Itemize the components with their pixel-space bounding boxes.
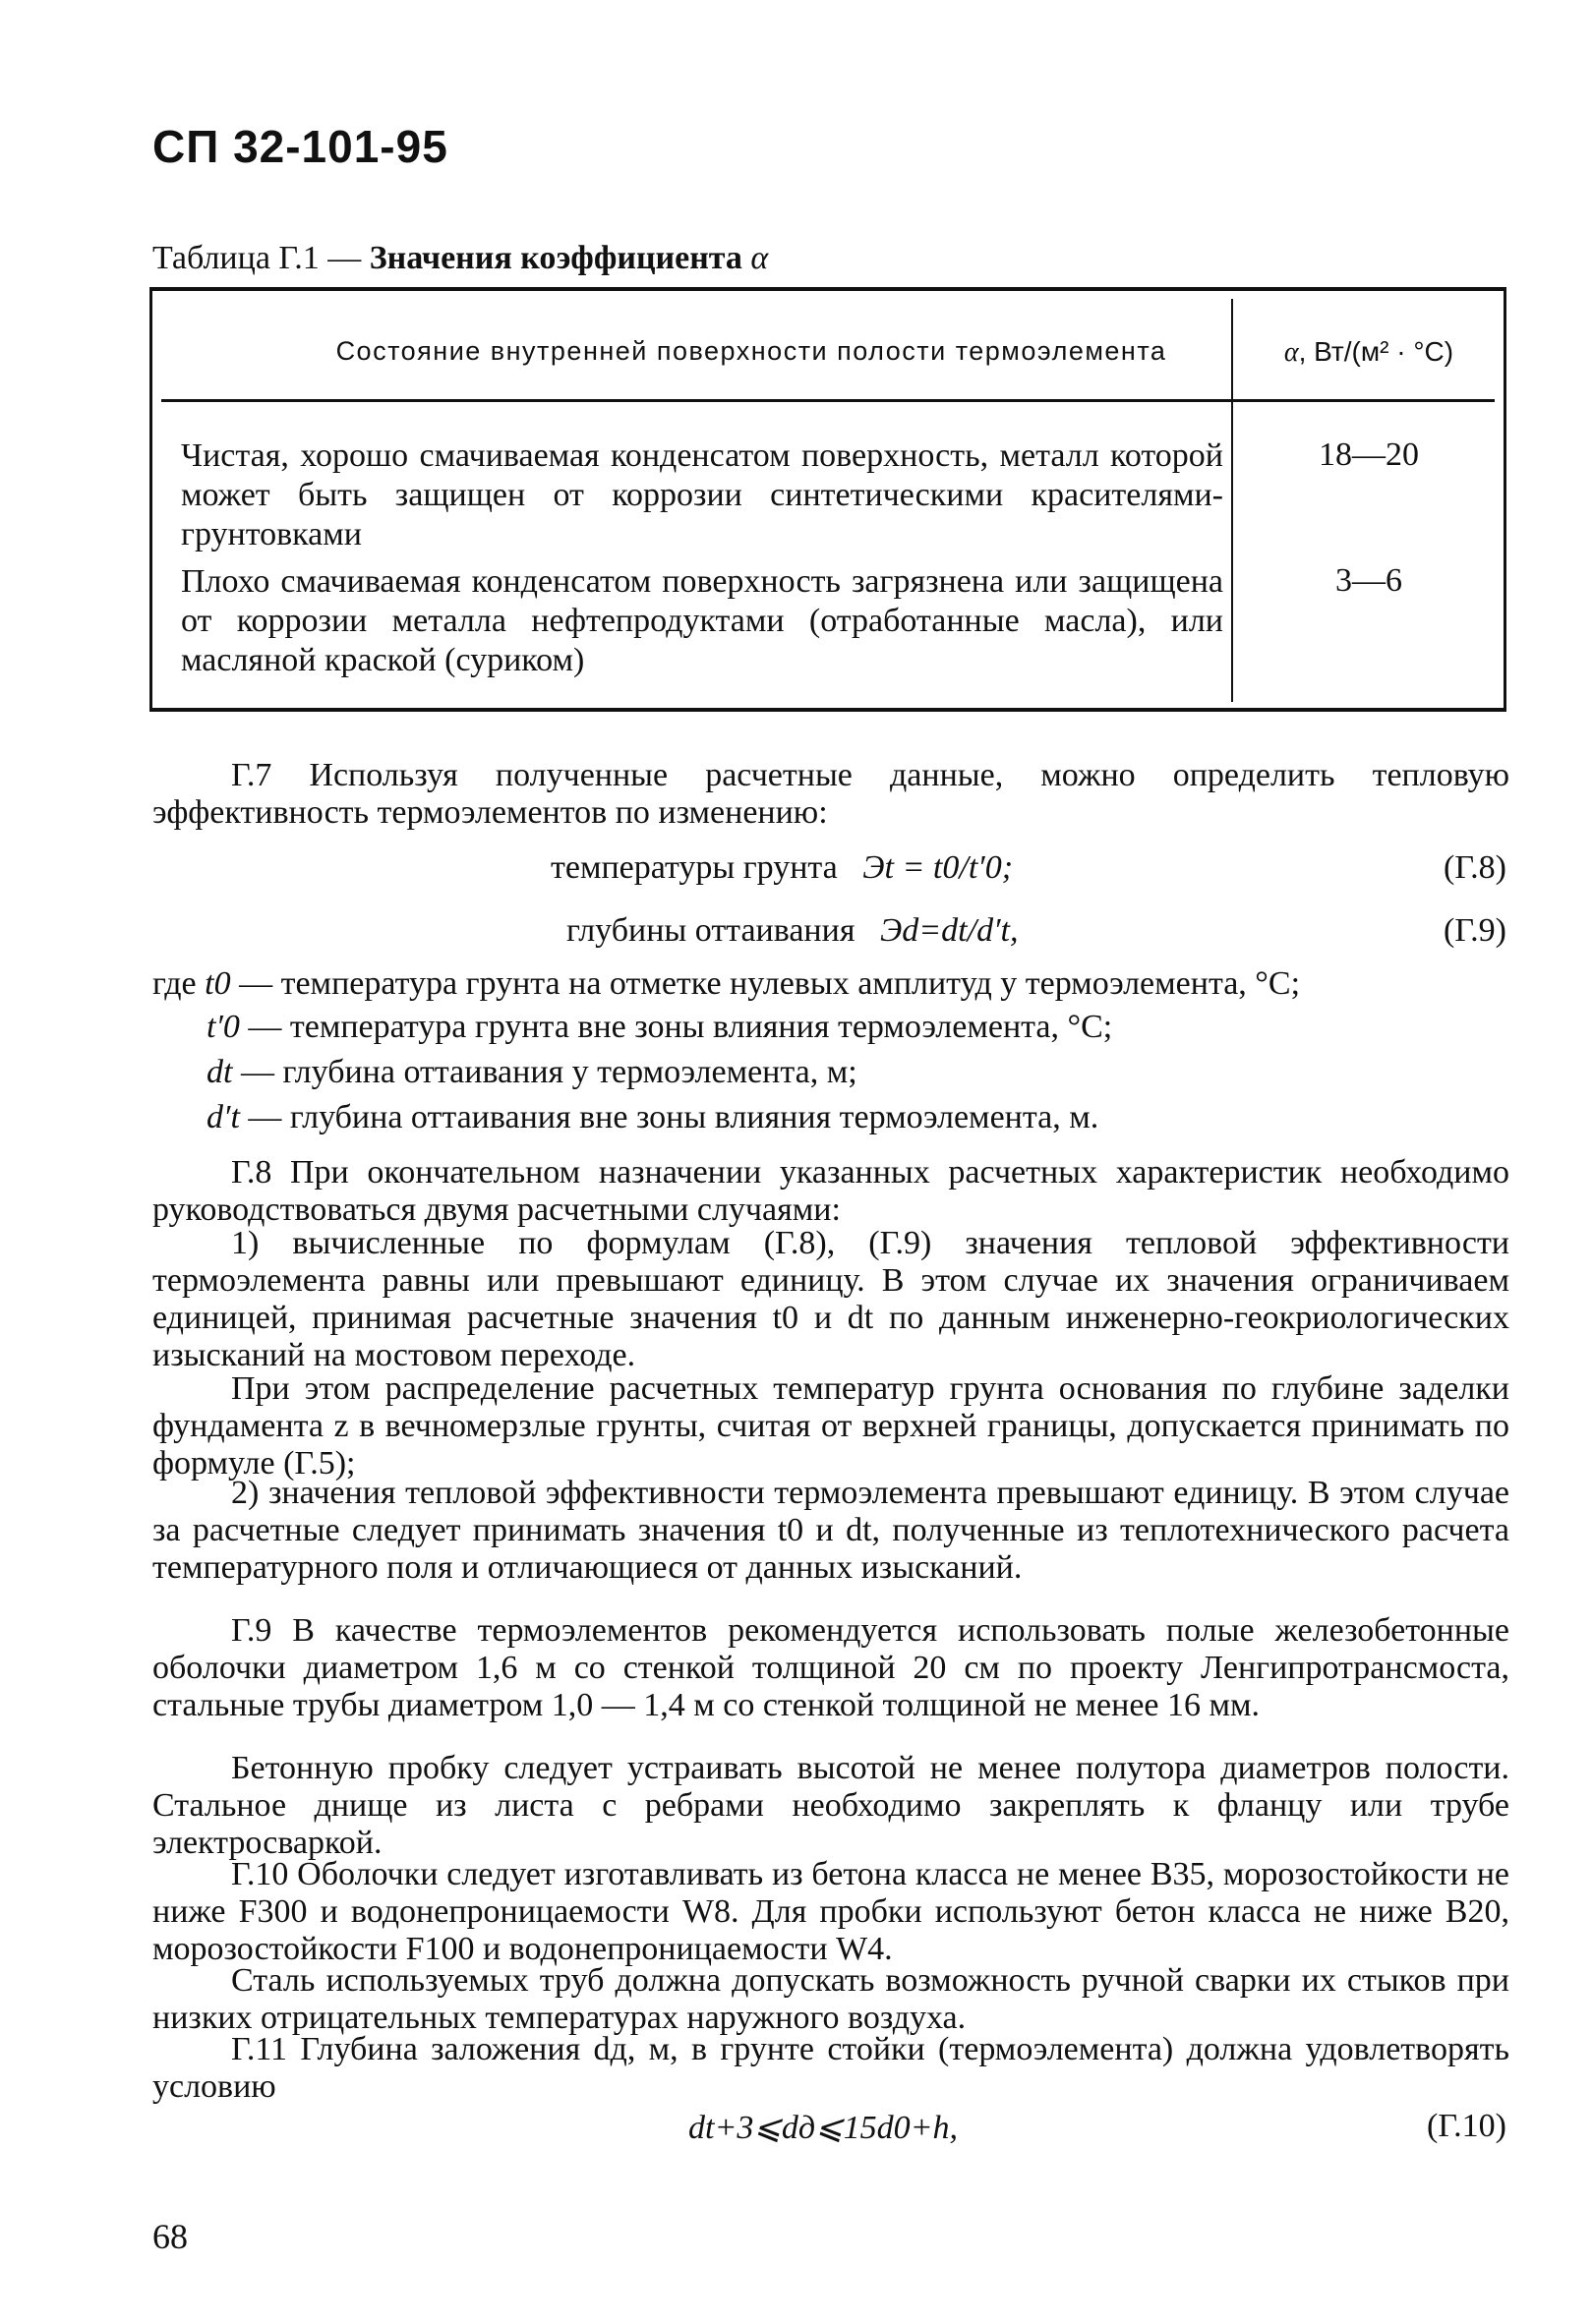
formula-g8-expression: Эt = t0/t′0; <box>862 849 1014 886</box>
paragraph-g9: Г.9 В качестве термоэлементов рекомендуется использовать полые железобетонные оболочки диаметром 1,6 м со стенкой толщиной 20 см по проекту Ленгипротрансмоста, стальные трубы диаметром 1,0 — 1,4 м со стенкой толщиной не менее 16 мм. <box>152 1612 1509 1723</box>
table-top-rule <box>149 287 1506 291</box>
definition-text: — температура грунта на отметке нулевых амплитуд у термоэлемента, °С; <box>230 965 1301 1002</box>
paragraph-g10-steel: Сталь используемых труб должна допускать возможность ручной сварки их стыков при низких отрицательных температурах наружного воздуха. <box>152 1962 1509 2036</box>
definition-text: — температура грунта вне зоны влияния термоэлемента, °С; <box>239 1009 1113 1045</box>
equation-number-g9: (Г.9) <box>1444 912 1506 949</box>
definition-t0-prime <box>206 1009 1112 1046</box>
table-header-unit: , Вт/(м² · °С) <box>1298 336 1454 367</box>
definition-t0 <box>152 965 1300 1003</box>
paragraph-g8-intro: Г.8 При окончательном назначении указанных расчетных характеристик необходимо руководствоваться двумя расчетными случаями: <box>152 1154 1509 1228</box>
paragraph-g11: Г.11 Глубина заложения dд, м, в грунте стойки (термоэлемента) должна удовлетворять условию <box>152 2031 1509 2105</box>
formula-g9 <box>566 912 1018 950</box>
formula-g8-label: температуры грунта <box>551 849 838 886</box>
paragraph-g8-distribution: При этом распределение расчетных температур грунта основания по глубине заделки фундамента z в вечномерзлые грунты, считая от верхней границы, допускается принимать по формуле (Г.5); <box>152 1370 1509 1482</box>
equation-number-g8: (Г.8) <box>1444 849 1506 886</box>
table-row-2-value: 3—6 <box>1335 562 1402 599</box>
definition-symbol: t′0 <box>206 1009 240 1045</box>
table-row-1-description: Чистая, хорошо смачиваемая конденсатом поверхность, металл которой может быть защищен от коррозии синтетическими красителями-грунтовками <box>181 437 1223 552</box>
table-header-rule <box>161 399 1495 402</box>
table-caption-prefix: Таблица Г.1 — <box>152 240 370 276</box>
paragraph-g8-case1: 1) вычисленные по формулам (Г.8), (Г.9) значения тепловой эффективности термоэлемента равны или превышают единицу. В этом случае их значения ограничиваем единицей, принимая расчетные значения t0 и dt по данным инженерно-геокриологических изысканий на мостовом переходе. <box>152 1225 1509 1373</box>
table-row-2-description: Плохо смачиваемая конденсатом поверхность загрязнена или защищена от коррозии металла нефтепродуктами (отработанные масла), или масляной краской (суриком) <box>181 563 1223 678</box>
equation-number-g10: (Г.10) <box>1427 2108 1506 2144</box>
definition-text: — глубина оттаивания вне зоны влияния термоэлемента, м. <box>239 1099 1099 1135</box>
table-caption-symbol: α <box>750 240 769 276</box>
paragraph-g7: Г.7 Используя полученные расчетные данные, можно определить тепловую эффективность термоэлементов по изменению: <box>152 757 1509 831</box>
formula-g10-expression: dt+3⩽dд⩽15d0+h, <box>688 2110 959 2146</box>
coefficient-table <box>149 287 1506 712</box>
formula-g9-label: глубины оттаивания <box>566 912 856 949</box>
page-number: 68 <box>152 2217 188 2256</box>
table-bottom-rule <box>149 708 1506 712</box>
definition-where: где <box>152 965 197 1002</box>
table-row-1-value: 18—20 <box>1319 436 1419 473</box>
definition-dt <box>206 1054 857 1091</box>
table-caption-title: Значения коэффициента <box>369 240 751 276</box>
definition-dt-prime <box>206 1099 1098 1136</box>
paragraph-g8-case2: 2) значения тепловой эффективности термоэлемента превышают единицу. В этом случае за расчетные следует принимать значения t0 и dt, полученные из теплотехнического расчета температурного поля и отличающиеся от данных изысканий. <box>152 1475 1509 1586</box>
table-left-border <box>149 287 152 712</box>
table-header-coefficient <box>1231 336 1506 369</box>
definition-symbol: dt <box>206 1054 233 1090</box>
paragraph-g9-plug: Бетонную пробку следует устраивать высотой не менее полутора диаметров полости. Стальное днище из листа с ребрами необходимо закреплять к фланцу или трубе электросваркой. <box>152 1750 1509 1861</box>
definition-text: — глубина оттаивания у термоэлемента, м; <box>232 1054 857 1090</box>
paragraph-g10: Г.10 Оболочки следует изготавливать из бетона класса не менее В35, морозостойкости не ниже F300 и водонепроницаемости W8. Для пробки используют бетон класса не ниже В20, морозостойкости F100 и водонепроницаемости W4. <box>152 1856 1509 1967</box>
definition-symbol: d′t <box>206 1099 240 1135</box>
formula-g9-expression: Эd=dt/d′t, <box>879 912 1019 949</box>
table-header-symbol: α <box>1283 337 1299 368</box>
table-header-condition: Состояние внутренней поверхности полости термоэлемента <box>335 336 1167 366</box>
definition-symbol: t0 <box>205 965 231 1002</box>
formula-g8 <box>551 849 1013 887</box>
table-caption <box>152 240 768 277</box>
document-code: СП 32-101-95 <box>152 121 448 172</box>
